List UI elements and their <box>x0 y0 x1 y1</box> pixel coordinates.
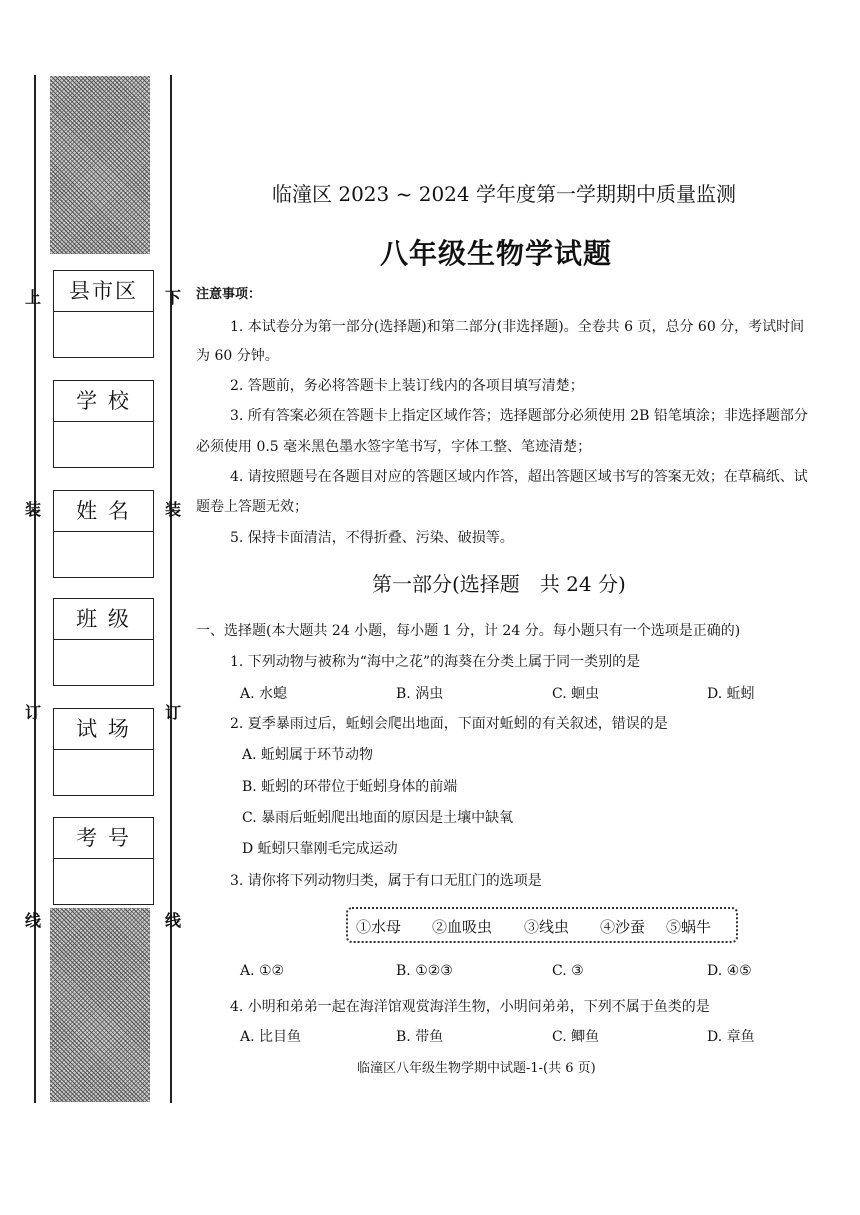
question-4-option-c[interactable]: C. 鲫鱼 <box>552 1029 600 1045</box>
question-1-option-b[interactable]: B. 涡虫 <box>396 686 444 702</box>
notice-line: 1. 本试卷分为第一部分(选择题)和第二部分(非选择题)。全卷共 6 页，总分 60 分，考试时间 <box>230 319 805 335</box>
side-char-xia: 下 <box>165 288 182 307</box>
name-label: 姓 名 <box>54 491 153 532</box>
notice-line: 5. 保持卡面清洁，不得折叠、污染、破损等。 <box>230 530 514 546</box>
binding-line-inner <box>170 75 172 1103</box>
question-2-option-c[interactable]: C. 暴雨后蚯蚓爬出地面的原因是土壤中缺氧 <box>242 810 514 826</box>
question-1-option-a[interactable]: A. 水螅 <box>240 686 288 702</box>
question-3-option-a[interactable]: A. ①② <box>240 963 285 979</box>
question-4-option-b[interactable]: B. 带鱼 <box>396 1029 444 1045</box>
question-4-option-a[interactable]: A. 比目鱼 <box>240 1029 302 1045</box>
question-3-item: ①水母 <box>356 918 402 936</box>
question-3-option-b[interactable]: B. ①②③ <box>396 963 453 979</box>
question-3-option-d[interactable]: D. ④⑤ <box>707 963 752 979</box>
question-3-stem: 3. 请你将下列动物归类，属于有口无肛门的选项是 <box>230 873 542 889</box>
class-label: 班 级 <box>54 599 153 640</box>
school-label: 学 校 <box>54 381 153 422</box>
class-field[interactable] <box>53 598 154 686</box>
notice-line: 题卷上答题无效； <box>196 499 308 515</box>
question-1-stem: 1. 下列动物与被称为“海中之花”的海葵在分类上属于同一类别的是 <box>230 654 641 670</box>
side-char-xian-left: 线 <box>25 911 42 930</box>
binding-line-outer <box>34 75 36 1103</box>
side-char-ding-right: 订 <box>165 703 182 722</box>
hatch-pattern-bottom <box>50 908 150 1102</box>
county-field[interactable] <box>53 270 154 358</box>
hatch-pattern-top <box>50 76 150 254</box>
notice-line: 为 60 分钟。 <box>196 348 279 364</box>
school-field[interactable] <box>53 380 154 468</box>
question-3-item: ③线虫 <box>524 918 570 936</box>
question-1-option-d[interactable]: D. 蚯蚓 <box>707 686 755 702</box>
side-char-shang: 上 <box>25 288 42 307</box>
question-3-item: ⑤蜗牛 <box>666 918 712 936</box>
side-char-xian-right: 线 <box>165 911 182 930</box>
page-footer: 临潼区八年级生物学期中试题-1-(共 6 页) <box>357 1061 596 1076</box>
question-2-option-b[interactable]: B. 蚯蚓的环带位于蚯蚓身体的前端 <box>242 779 458 795</box>
exam-room-field[interactable] <box>53 708 154 796</box>
question-1-option-c[interactable]: C. 蛔虫 <box>552 686 600 702</box>
notice-line: 4. 请按照题号在各题目对应的答题区域内作答，超出答题区域书写的答案无效；在草稿纸、试 <box>230 469 808 485</box>
question-3-option-c[interactable]: C. ③ <box>552 963 584 979</box>
section-title: 第一部分(选择题 共 24 分) <box>372 572 626 596</box>
question-4-option-d[interactable]: D. 章鱼 <box>707 1029 755 1045</box>
question-3-animal-list <box>346 907 738 943</box>
name-field[interactable] <box>53 490 154 578</box>
question-4-stem: 4. 小明和弟弟一起在海洋馆观赏海洋生物，小明问弟弟，下列不属于鱼类的是 <box>230 999 710 1015</box>
exam-number-field[interactable] <box>53 817 154 905</box>
notice-line: 3. 所有答案必须在答题卡上指定区域作答；选择题部分必须使用 2B 铅笔填涂；非选择题部分 <box>230 408 808 424</box>
question-2-option-a[interactable]: A. 蚯蚓属于环节动物 <box>242 747 374 763</box>
exam-subject-title: 八年级生物学试题 <box>380 237 613 270</box>
county-label: 县市区 <box>54 271 153 312</box>
notice-line: 2. 答题前，务必将答题卡上装订线内的各项目填写清楚； <box>230 378 584 394</box>
notice-line: 必须使用 0.5 毫米黑色墨水签字笔书写，字体工整、笔迹清楚； <box>196 439 592 455</box>
question-2-option-d[interactable]: D 蚯蚓只靠刚毛完成运动 <box>242 841 398 857</box>
side-char-ding-left: 订 <box>25 703 42 722</box>
exam-header-title: 临潼区 2023 ~ 2024 学年度第一学期期中质量监测 <box>272 182 736 206</box>
question-3-item: ②血吸虫 <box>432 918 493 936</box>
question-3-item: ④沙蚕 <box>600 918 646 936</box>
notice-heading: 注意事项： <box>196 287 262 302</box>
question-2-stem: 2. 夏季暴雨过后，蚯蚓会爬出地面，下面对蚯蚓的有关叙述，错误的是 <box>230 716 668 732</box>
side-char-zhuang-right: 装 <box>165 500 182 519</box>
exam-room-label: 试 场 <box>54 709 153 750</box>
exam-number-label: 考 号 <box>54 818 153 859</box>
part-intro: 一、选择题(本大题共 24 小题，每小题 1 分，计 24 分。每小题只有一个选项是正确的) <box>196 623 741 639</box>
side-char-zhuang-left: 装 <box>25 500 42 519</box>
